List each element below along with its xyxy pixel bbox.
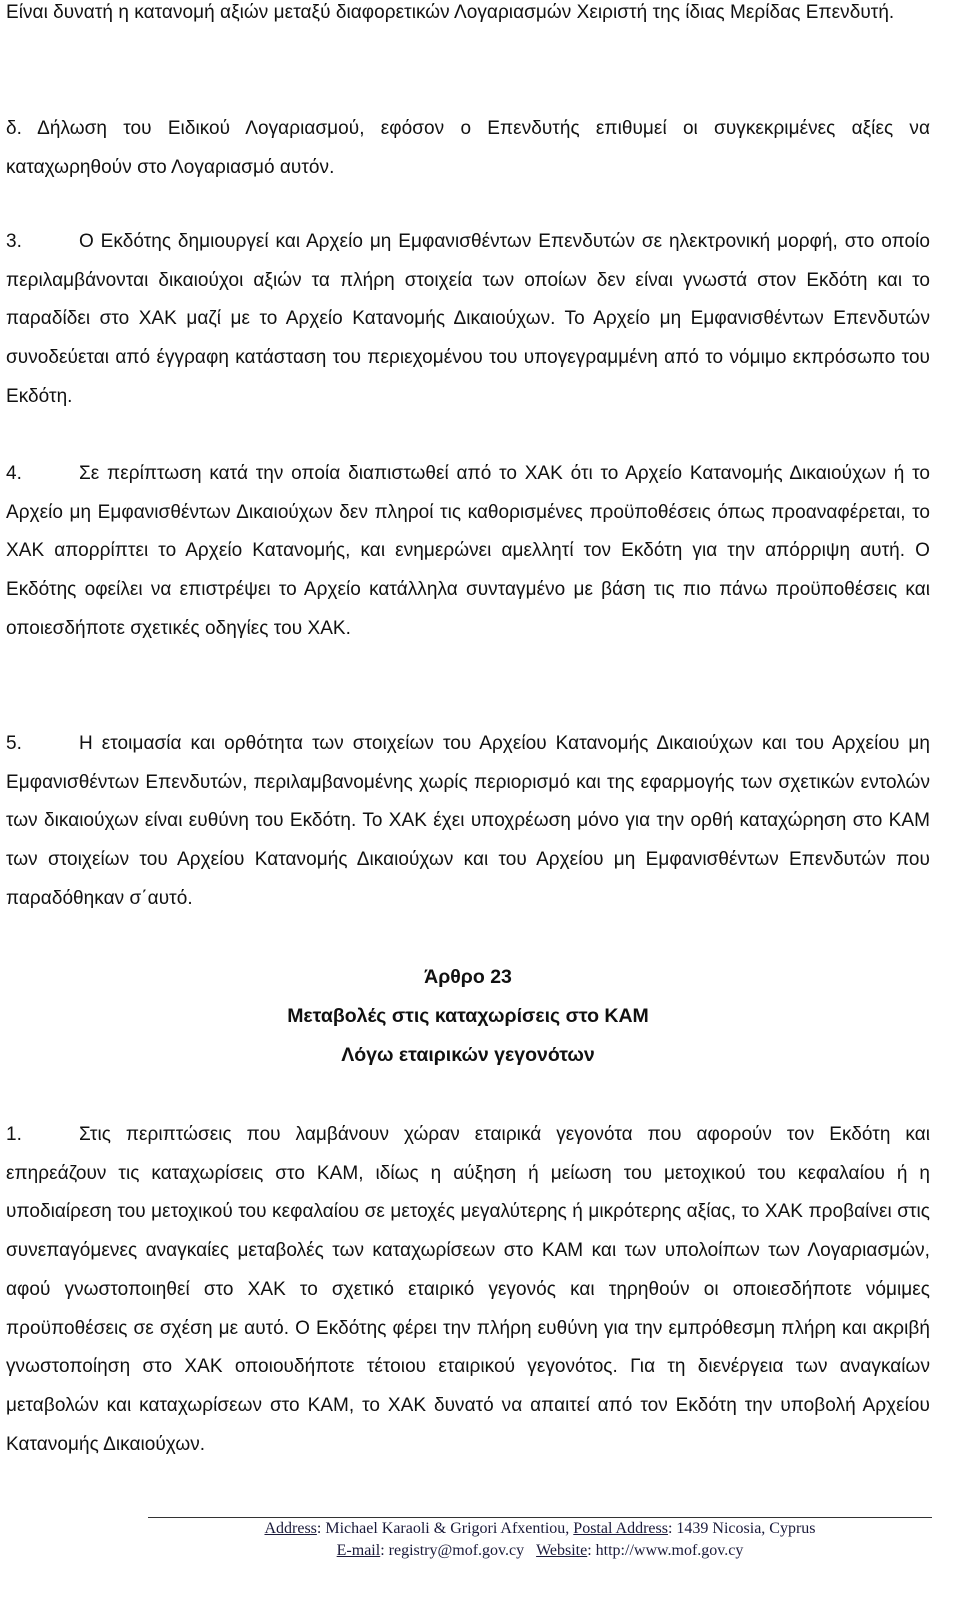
postal-address-label: Postal Address bbox=[573, 1520, 668, 1537]
email-value[interactable]: : registry@mof.gov.cy bbox=[380, 1542, 525, 1559]
list-item-5 bbox=[6, 725, 930, 919]
paragraph-allocation-note: Είναι δυνατή η κατανομή αξιών μεταξύ διαφορετικών Λογαριασμών Χειριστή της ίδιας Μερίδας Επενδυτή. bbox=[6, 2, 895, 23]
address-label: Address bbox=[264, 1520, 317, 1537]
item-text: Στις περιπτώσεις που λαμβάνουν χώραν εταιρικά γεγονότα που αφορούν τον Εκδότη και επηρεάζουν τις καταχωρίσεις στο ΚΑΜ, ιδίως η αύξηση ή μείωση του μετοχικού του κεφαλαίου ή η υποδιαίρεση του μετοχικού του κεφαλαίου σε μετοχές μεγαλύτερης ή μικρότερης αξίας, το ΧΑΚ προβαίνει στις συνεπαγόμενες αναγκαίες μεταβολές των καταχωρίσεων στο ΚΑΜ και των υπολοίπων των Λογαριασμών, αφού γνωστοποιηθεί στο ΧΑΚ το σχετικό εταιρικό γεγονός και τηρηθούν οι οποιεσδήποτε νόμιμες προϋποθέσεις σε σχέση με αυτό. Ο Εκδότης φέρει την πλήρη ευθύνη για την εμπρόθεσμη πλήρη και ακριβή γνωστοποίηση στο ΧΑΚ οποιουδήποτε τέτοιου εταιρικού γεγονότος. Για τη διενέργεια των αναγκαίων μεταβολών και καταχωρίσεων στο ΚΑΜ, το ΧΑΚ δυνατό να απαιτεί από τον Εκδότη την υποβολή Αρχείου Κατανομής Δικαιούχων. bbox=[6, 1124, 930, 1455]
item-number: 5. bbox=[6, 733, 22, 754]
address-value: : Michael Karaoli & Grigori Afxentiou, bbox=[316, 1520, 574, 1537]
list-item-4 bbox=[6, 455, 930, 649]
item-number: 1. bbox=[6, 1124, 22, 1145]
paragraph-item-d: δ. Δήλωση του Ειδικού Λογαριασμού, εφόσον ο Επενδυτής επιθυμεί οι συγκεκριμένες αξίες να καταχωρηθούν στο Λογαριασμό αυτόν. bbox=[6, 118, 930, 178]
article-title-line1: Μεταβολές στις καταχωρίσεις στο ΚΑΜ bbox=[287, 1005, 649, 1027]
article-list-item-1 bbox=[6, 1116, 930, 1464]
list-item-3 bbox=[6, 223, 930, 417]
footer-contact-line bbox=[148, 1540, 932, 1562]
article-title-line2: Λόγω εταιρικών γεγονότων bbox=[341, 1044, 595, 1066]
postal-address-value: : 1439 Nicosia, Cyprus bbox=[667, 1520, 816, 1537]
article-number: Άρθρο 23 bbox=[424, 966, 512, 988]
item-number: 3. bbox=[6, 231, 22, 252]
footer-address-line bbox=[148, 1518, 932, 1540]
email-label: E-mail bbox=[336, 1542, 381, 1559]
website-label: Website bbox=[536, 1542, 588, 1559]
item-number: 4. bbox=[6, 463, 22, 484]
item-text: Σε περίπτωση κατά την οποία διαπιστωθεί από το ΧΑΚ ότι το Αρχείο Κατανομής Δικαιούχων ή το Αρχείο μη Εμφανισθέντων Δικαιούχων δεν πληροί τις καθορισμένες προϋποθέσεις όπως προαναφέρεται, το ΧΑΚ απορρίπτει το Αρχείο Κατανομής, και ενημερώνει αμελλητί τον Εκδότη για την απόρριψη αυτή. Ο Εκδότης οφείλει να επιστρέψει το Αρχείο κατάλληλα συνταγμένο με βάση τις πιο πάνω προϋποθέσεις και οποιεσδήποτε σχετικές οδηγίες του ΧΑΚ. bbox=[6, 463, 930, 639]
item-text: Ο Εκδότης δημιουργεί και Αρχείο μη Εμφανισθέντων Επενδυτών σε ηλεκτρονική μορφή, στο οποίο περιλαμβάνονται δικαιούχοι αξιών τα πλήρη στοιχεία των οποίων δεν είναι γνωστά στον Εκδότη και το παραδίδει στο ΧΑΚ μαζί με το Αρχείο Κατανομής Δικαιούχων. Το Αρχείο μη Εμφανισθέντων Επενδυτών συνοδεύεται από έγγραφη κατάσταση του περιεχομένου του υπογεγραμμένη από το νόμιμο εκπρόσωπο του Εκδότη. bbox=[6, 231, 930, 407]
item-text: Η ετοιμασία και ορθότητα των στοιχείων του Αρχείου Κατανομής Δικαιούχων και του Αρχείου μη Εμφανισθέντων Επενδυτών, περιλαμβανομένης χωρίς περιορισμό και της εφαρμογής των σχετικών εντολών των δικαιούχων είναι ευθύνη του Εκδότη. Το ΧΑΚ έχει υποχρέωση μόνο για την ορθή καταχώρηση στο ΚΑΜ των στοιχείων του Αρχείου Κατανομής Δικαιούχων και του Αρχείου μη Εμφανισθέντων Επενδυτών που παραδόθηκαν σ΄αυτό. bbox=[6, 733, 930, 909]
website-value[interactable]: : http://www.mof.gov.cy bbox=[587, 1542, 744, 1559]
